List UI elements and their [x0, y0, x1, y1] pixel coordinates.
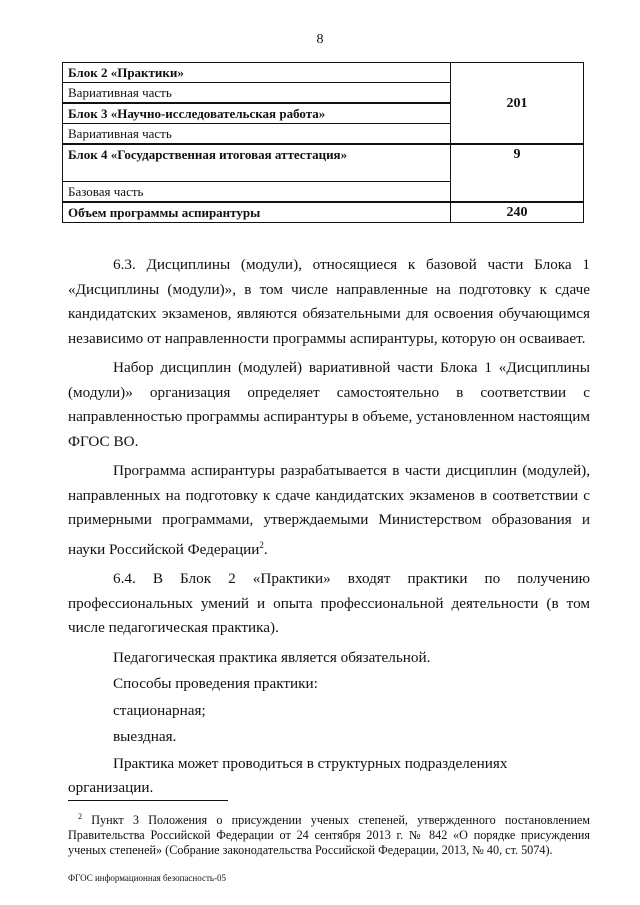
table-row	[63, 63, 584, 83]
page-number: 8	[316, 32, 324, 47]
table-row-label: Блок 2 «Практики»	[63, 63, 451, 83]
paragraph-6-3: 6.3. Дисциплины (модули), относящиеся к базовой части Блока 1 «Дисциплины (модули)», в том числе направленные на подготовку к сдаче кандидатских экзаменов, являются обязательными для освоения обучающимся независимо от направленности программы аспирантуры, которую он осваивает.	[68, 256, 590, 347]
paragraph-program-text: Программа аспирантуры разрабатывается в части дисциплин (модулей), направленных на подготовку к сдаче кандидатских экзаменов в соответствии с примерными программами, утверждаемыми Министерством образования и науки Российской Федерации	[68, 462, 590, 558]
table-row	[63, 202, 584, 223]
table-row-label: Вариативная часть	[63, 83, 451, 104]
footnote-reference: 2	[259, 539, 264, 550]
credits-value-201: 201	[451, 63, 584, 145]
footnote-marker: 2	[78, 812, 82, 821]
paragraph-stationary: стационарная;	[113, 701, 206, 719]
table-row-label: Блок 3 «Научно-исследовательская работа»	[63, 103, 451, 124]
credits-value-9: 9	[451, 144, 584, 202]
paragraph-6-4: 6.4. В Блок 2 «Практики» входят практики по получению профессиональных умений и опыта профессиональной деятельности (в том числе педагогическая практика).	[68, 570, 590, 637]
footnote-body	[68, 809, 590, 858]
body-text	[68, 253, 590, 801]
table-row	[63, 144, 584, 182]
paragraph-methods: Способы проведения практики:	[113, 675, 318, 693]
page-footer: ФГОС информационная безопасность-05	[68, 873, 227, 883]
paragraph-program: Программа аспирантуры разрабатывается в части дисциплин (модулей), направленных на подготовку к сдаче кандидатских экзаменов в соответствии с примерными программами, утверждаемыми Министерством образования и науки Российской Федерации$^2$.	[68, 462, 590, 558]
footnote-separator	[68, 800, 228, 801]
paragraph-pedagogical: Педагогическая практика является обязательной.	[113, 648, 431, 666]
footnote	[68, 809, 590, 858]
paragraph-subdivisions: Практика может проводиться в структурных подразделениях организации.	[68, 754, 508, 797]
credits-value-240: 240	[451, 202, 584, 223]
table-row-label: Объем программы аспирантуры	[63, 202, 451, 223]
paragraph-field: выездная.	[113, 728, 177, 746]
table-row-label: Базовая часть	[63, 182, 451, 203]
table-row-label: Блок 4 «Государственная итоговая аттестация»	[63, 144, 451, 182]
paragraph-variative: Набор дисциплин (модулей) вариативной части Блока 1 «Дисциплины (модули)» организация определяет самостоятельно в соответствии с направленностью программы аспирантуры в объеме, установленном настоящим ФГОС ВО.	[68, 359, 590, 450]
table-row-label: Вариативная часть	[63, 124, 451, 145]
footnote-text: Пункт 3 Положения о присуждении ученых степеней, утвержденного постановлением Правительства Российской Федерации от 24 сентября 2013 г. № 842 «О порядке присуждения ученых степеней» (Собрание законодательства Российской Федерации, 2013, № 40, ст. 5074).	[68, 813, 590, 858]
credits-table	[62, 62, 584, 223]
